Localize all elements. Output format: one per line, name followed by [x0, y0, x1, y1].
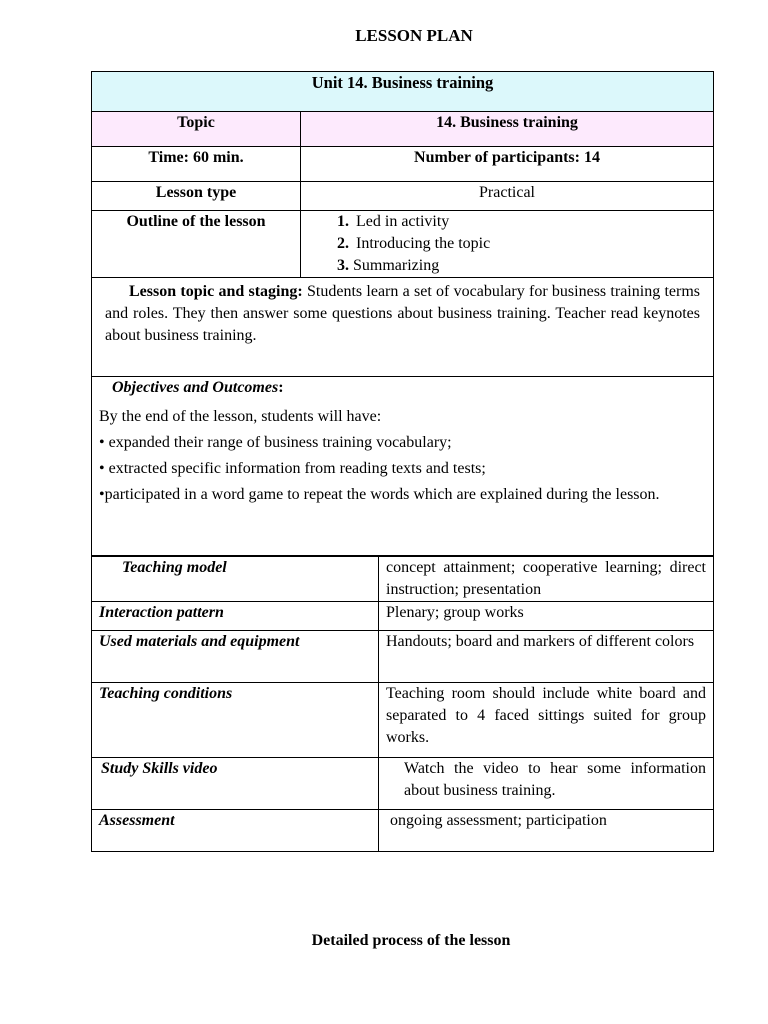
objective-item: • expanded their range of business training vocabulary;	[99, 434, 452, 451]
lesson-type-value: Practical	[301, 182, 714, 211]
outline-list	[301, 211, 713, 277]
objectives-label: Objectives and Outcomes	[112, 379, 279, 396]
objective-item: • extracted specific information from reading texts and tests;	[99, 460, 486, 477]
staging-text: Students learn a set of vocabulary for business training terms and roles. They then answer some questions about business training. Teacher read keynotes about business training.	[105, 283, 701, 344]
teaching-model-value: concept attainment; cooperative learning; direct instruction; presentation	[379, 557, 714, 602]
objective-item: •participated in a word game to repeat the words which are explained during the lesson.	[99, 486, 660, 503]
study-skills-label: Study Skills video	[92, 758, 379, 810]
lesson-type-label: Lesson type	[92, 182, 301, 211]
topic-label: Topic	[92, 112, 301, 147]
teaching-conditions-value: Teaching room should include white board and separated to 4 faced sittings suited for group works.	[379, 683, 714, 758]
objectives-intro: By the end of the lesson, students will have:	[99, 408, 382, 425]
materials-label: Used materials and equipment	[92, 631, 379, 683]
staging-cell	[92, 278, 714, 377]
outline-item-number: 3.	[337, 257, 349, 274]
objectives-cell	[92, 377, 714, 556]
outline-item	[301, 255, 713, 277]
document-title: LESSON PLAN	[355, 26, 473, 45]
outline-item	[301, 233, 713, 255]
interaction-pattern-value: Plenary; group works	[379, 602, 714, 631]
interaction-pattern-label: Interaction pattern	[92, 602, 379, 631]
objectives-heading	[112, 377, 706, 399]
assessment-label: Assessment	[92, 810, 379, 852]
participants-label: Number of participants: 14	[301, 147, 714, 182]
lesson-header-table	[91, 71, 714, 556]
outline-item-number: 2.	[337, 235, 349, 252]
materials-value: Handouts; board and markers of different colors	[379, 631, 714, 683]
teaching-model-label: Teaching model	[92, 557, 379, 602]
unit-title: Unit 14. Business training	[92, 72, 714, 112]
staging-label: Lesson topic and staging:	[129, 283, 303, 300]
topic-value: 14. Business training	[301, 112, 714, 147]
time-label: Time: 60 min.	[92, 147, 301, 182]
assessment-value: ongoing assessment; participation	[379, 810, 714, 852]
outline-item-text: Summarizing	[353, 257, 440, 274]
outline-cell	[301, 211, 714, 278]
outline-label: Outline of the lesson	[92, 211, 301, 278]
outline-item-number: 1.	[337, 213, 349, 230]
outline-item	[301, 211, 713, 233]
objectives-colon: :	[278, 379, 284, 396]
outline-item-text: Led in activity	[356, 213, 450, 230]
lesson-details-table	[91, 556, 714, 852]
detailed-process-heading: Detailed process of the lesson	[311, 932, 511, 949]
study-skills-value: Watch the video to hear some information about business training.	[379, 758, 714, 810]
outline-item-text: Introducing the topic	[356, 235, 491, 252]
teaching-conditions-label: Teaching conditions	[92, 683, 379, 758]
staging-paragraph	[92, 278, 713, 347]
